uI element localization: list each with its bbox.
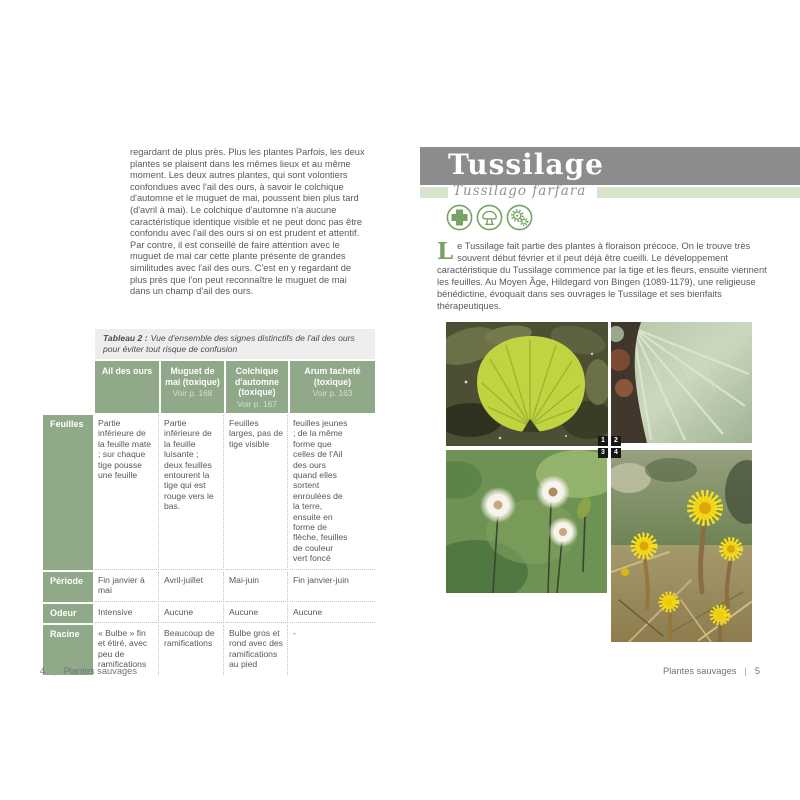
table-cell: Beaucoup de ramifications	[161, 625, 224, 675]
photo-coltsfoot-flowers	[611, 450, 752, 642]
table-cell: Partie inférieure de la feuille luisante ; deux feuilles entourent la tige qui est rouge vers le bas.	[161, 415, 224, 570]
table-cell: Aucune	[290, 604, 375, 623]
table-cell: Mai-juin	[226, 572, 288, 602]
table-cell: Bulbe gros et rond avec des ramifications au pied	[226, 625, 288, 675]
table-row-label-periode: Période	[43, 572, 93, 602]
table-row-label-odeur: Odeur	[43, 604, 93, 623]
table-cell: « Bulbe » fin et étiré, avec peu de ramifications	[95, 625, 159, 675]
chapter-banner	[420, 147, 800, 185]
photo-number-badge-1: 1	[598, 436, 608, 446]
gears-icon	[506, 204, 533, 231]
table-caption-label: Tableau 2 :	[103, 333, 148, 343]
table-col-header-colchique: Colchique d'automne (toxique) Voir p. 167	[226, 361, 288, 413]
intro-text: e Tussilage fait partie des plantes à floraison précoce. On le trouve très souvent début février et il peut déjà être cueilli. Le développement caractéristique du Tussilage commence par la tige et les fleurs, ensuite viennent les feuilles. Au Moyen Âge, Hildegard von Bingen (1089-1179), une religieuse bénédictine, évoquait dans ses ouvrages le Tussilage et ses bienfaits thérapeutiques.	[437, 241, 767, 312]
photo-number-badge-4: 4	[611, 448, 621, 458]
table-cell: -	[293, 627, 296, 638]
left-body-text: regardant de plus près. Plus les plantes Parfois, les deux plantes se plaisent dans les mêmes lieux et au même moment. Les deux autres plantes, qui sont volontiers confondues avec l'ail des ours, à savoir le colchique d'automne et le muguet de mai, poussent bien plus tard (d'avril à mai). Le colchique d'automne n'a aucune caractéristique identique visible et ne peut donc pas être confondu avec l'ail des ours si on est prudent et attentif. Par contre, il est conseillé de faire attention avec le muguet de mai car cette plante présente de grandes similitudes avec l'ail des ours. C'est en y regardant de plus près que l'on peut reconnaître le muguet de mai dans un champ d'ail des ours.	[130, 147, 365, 297]
distinguishing-signs-table	[43, 329, 379, 675]
footer-separator: |	[744, 666, 747, 676]
table-col-voir: Voir p. 167	[237, 398, 277, 409]
photo-coltsfoot-seed-heads	[446, 450, 607, 593]
table-corner-spacer	[43, 329, 93, 359]
drop-cap: L	[437, 238, 454, 265]
table-cell: Aucune	[226, 604, 288, 623]
table-row-label-feuilles: Feuilles	[43, 415, 93, 570]
table-cell: Avril-juillet	[161, 572, 224, 602]
photo-coltsfoot-leaf-top	[446, 322, 608, 446]
right-footer-label: Plantes sauvages	[663, 666, 737, 676]
right-page-number: 5	[754, 666, 760, 676]
table-cell: Aucune	[161, 604, 224, 623]
table-cell: Intensive	[95, 604, 159, 623]
footer-separator: |	[53, 666, 56, 676]
table-caption	[95, 329, 375, 359]
table-cell: Partie inférieure de la feuille mate ; sur chaque tige pousse une feuille	[95, 415, 159, 570]
table-col-header-arum: Arum tacheté (toxique) Voir p. 163	[290, 361, 375, 413]
right-page-footer	[663, 666, 760, 676]
medical-cross-icon	[446, 204, 473, 231]
table-row-label-racine: Racine	[43, 625, 93, 675]
table-col-voir: Voir p. 168	[172, 388, 213, 398]
table-cell: Fin janvier-juin	[290, 572, 375, 602]
table-col-voir: Voir p. 163	[312, 388, 353, 398]
latin-band-bar-right	[597, 187, 800, 198]
intro-paragraph	[437, 240, 767, 313]
left-page-footer	[40, 666, 137, 676]
latin-name: Tussilago farfara	[453, 183, 587, 199]
table-col-header-ail-des-ours: Ail des ours	[95, 361, 159, 413]
latin-name-band	[420, 183, 800, 199]
usage-icons	[446, 204, 533, 231]
left-page-number: 4	[40, 666, 46, 676]
photo-number-badge-2: 2	[611, 436, 621, 446]
table-corner-spacer	[43, 361, 93, 413]
table-cell: feuilles jeunes ; de la même forme que celles de l'Ail des ours quand elles sortent enroulées de la terre, ensuite en forme de flèche, feuilles de couleur vert foncé	[290, 415, 375, 570]
table-caption-text: Vue d'ensemble des signes distinctifs de l'ail des ours pour éviter tout risque de confusion	[103, 333, 355, 354]
table-cell: Fin janvier à mai	[95, 572, 159, 602]
table-col-header-muguet: Muguet de mai (toxique) Voir p. 168	[161, 361, 224, 413]
mushroom-icon	[476, 204, 503, 231]
left-footer-label: Plantes sauvages	[63, 666, 137, 676]
photo-number-badge-3: 3	[598, 448, 608, 458]
latin-band-bar-left	[420, 187, 448, 198]
table-cell: Feuilles larges, pas de tige visible	[226, 415, 288, 570]
page-title: Tussilage	[448, 148, 604, 181]
photo-coltsfoot-leaf-underside	[611, 322, 752, 443]
